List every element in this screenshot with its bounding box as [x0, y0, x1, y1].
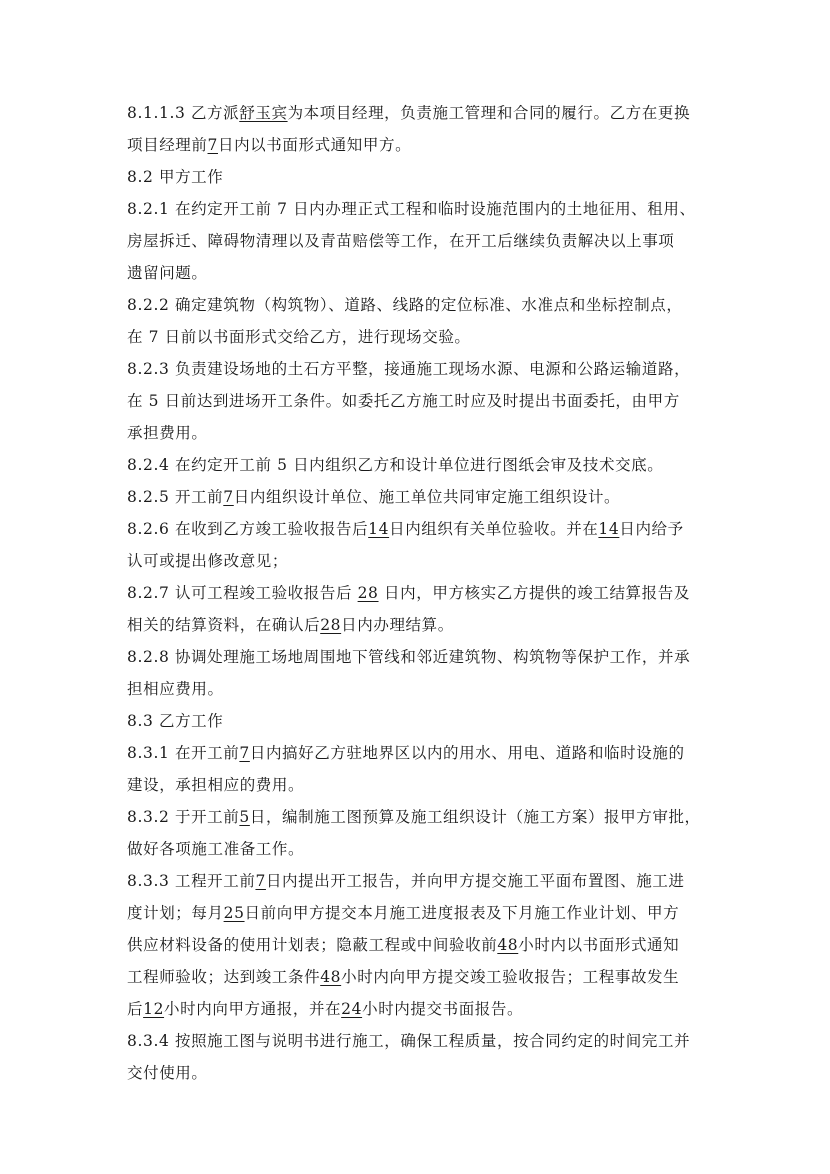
text-line — [127, 417, 719, 449]
text-segment: 度计划；每月 — [127, 904, 224, 922]
text-segment: 相关的结算资料，在确认后 — [127, 616, 321, 634]
text-segment: 日内，甲方核实乙方提供的竣工结算报告及 — [378, 584, 690, 602]
text-segment: 遗留问题。 — [127, 264, 208, 282]
text-line — [127, 481, 719, 513]
text-segment: 承担费用。 — [127, 424, 208, 442]
text-segment: 8.2.8 协调处理施工场地周围地下管线和邻近建筑物、构筑物等保护工作，并承 — [127, 648, 691, 666]
text-line — [127, 929, 719, 961]
text-segment: 8.2.1 在约定开工前 7 日内办理正式工程和临时设施范围内的土地征用、租用、 — [127, 200, 696, 218]
text-segment: 工程师验收；达到竣工条件 — [127, 968, 321, 986]
text-segment: 8.1.1.3 乙方派 — [127, 104, 240, 122]
text-segment: 8.2.2 确定建筑物（构筑物）、道路、线路的定位标准、水准点和坐标控制点， — [127, 296, 683, 314]
text-segment: 为本项目经理，负责施工管理和合同的履行。乙方在更换 — [287, 104, 691, 122]
underlined-value: 7 — [207, 136, 218, 154]
text-segment: 8.2.4 在约定开工前 5 日内组织乙方和设计单位进行图纸会审及技术交底。 — [127, 456, 664, 474]
text-line — [127, 577, 719, 609]
text-line — [127, 513, 719, 545]
text-line — [127, 289, 719, 321]
text-line — [127, 801, 719, 833]
underlined-value: 7 — [239, 744, 250, 762]
text-segment: 8.3.4 按照施工图与说明书进行施工，确保工程质量，按合同约定的时间完工并 — [127, 1032, 691, 1050]
underlined-value: 12 — [143, 1000, 165, 1018]
text-segment: 日内组织设计单位、施工单位共同审定施工组织设计。 — [233, 488, 621, 506]
underlined-value: 5 — [239, 808, 250, 826]
underlined-value: 25 — [223, 904, 245, 922]
text-segment: 在 5 日前达到进场开工条件。如委托乙方施工时应及时提出书面委托，由甲方 — [127, 392, 680, 410]
underlined-value: 48 — [320, 968, 342, 986]
text-segment: 8.3 乙方工作 — [127, 712, 224, 730]
text-segment: 8.3.1 在开工前 — [127, 744, 240, 762]
text-line — [127, 641, 719, 673]
text-segment: 房屋拆迁、障碍物清理以及青苗赔偿等工作，在开工后继续负责解决以上事项 — [127, 232, 675, 250]
underlined-value: 14 — [368, 520, 390, 538]
text-segment: 日内以书面形式通知甲方。 — [217, 136, 412, 154]
underlined-value: 7 — [223, 488, 234, 506]
text-line — [127, 705, 719, 737]
text-segment: 认可或提出修改意见； — [127, 552, 289, 570]
text-segment: 日内搞好乙方驻地界区以内的用水、用电、道路和临时设施的 — [249, 744, 685, 762]
text-segment: 供应材料设备的使用计划表；隐蔽工程或中间验收前 — [127, 936, 498, 954]
text-line — [127, 897, 719, 929]
text-line — [127, 97, 719, 129]
text-segment: 8.2 甲方工作 — [127, 168, 224, 186]
text-segment: 在 7 日前以书面形式交给乙方，进行现场交验。 — [127, 328, 471, 346]
text-segment: 小时内向甲方通报，并在 — [164, 1000, 342, 1018]
text-segment: 小时内提交书面报告。 — [362, 1000, 524, 1018]
text-segment: 小时内以书面形式通知 — [518, 936, 680, 954]
text-segment: 建设，承担相应的费用。 — [127, 776, 305, 794]
text-line — [127, 321, 719, 353]
text-segment: 日内提出开工报告，并向甲方提交施工平面布置图、施工进 — [265, 872, 685, 890]
text-line — [127, 385, 719, 417]
document-body — [127, 97, 719, 1089]
text-segment: 做好各项施工准备工作。 — [127, 840, 305, 858]
text-line — [127, 161, 719, 193]
text-line — [127, 193, 719, 225]
text-segment: 日，编制施工图预算及施工组织设计（施工方案）报甲方审批， — [249, 808, 701, 826]
text-segment: 8.3.2 于开工前 — [127, 808, 240, 826]
text-line — [127, 449, 719, 481]
text-segment: 小时内向甲方提交竣工验收报告；工程事故发生 — [341, 968, 680, 986]
text-segment: 日前向甲方提交本月施工进度报表及下月施工作业计划、甲方 — [244, 904, 680, 922]
underlined-value: 7 — [255, 872, 266, 890]
text-segment: 项目经理前 — [127, 136, 208, 154]
text-line — [127, 1025, 719, 1057]
text-line — [127, 833, 719, 865]
underlined-value: 28 — [357, 584, 379, 602]
text-segment: 8.3.3 工程开工前 — [127, 872, 256, 890]
text-segment: 日内办理结算。 — [341, 616, 454, 634]
text-line — [127, 673, 719, 705]
text-line — [127, 993, 719, 1025]
text-line — [127, 961, 719, 993]
text-line — [127, 545, 719, 577]
text-segment: 8.2.7 认可工程竣工验收报告后 — [127, 584, 358, 602]
text-segment: 日内给予 — [619, 520, 684, 538]
text-line — [127, 769, 719, 801]
underlined-value: 48 — [497, 936, 519, 954]
text-segment: 8.2.3 负责建设场地的土石方平整，接通施工现场水源、电源和公路运输道路， — [127, 360, 691, 378]
text-line — [127, 257, 719, 289]
text-segment: 8.2.6 在收到乙方竣工验收报告后 — [127, 520, 369, 538]
text-segment: 担相应费用。 — [127, 680, 224, 698]
underlined-value: 14 — [598, 520, 620, 538]
text-line — [127, 353, 719, 385]
underlined-value: 28 — [320, 616, 342, 634]
text-line — [127, 737, 719, 769]
text-segment: 8.2.5 开工前 — [127, 488, 224, 506]
underlined-value: 舒玉宾 — [239, 104, 288, 122]
text-line — [127, 609, 719, 641]
text-line — [127, 225, 719, 257]
text-line — [127, 129, 719, 161]
text-segment: 日内组织有关单位验收。并在 — [389, 520, 599, 538]
text-segment: 后 — [127, 1000, 144, 1018]
underlined-value: 24 — [341, 1000, 363, 1018]
text-line — [127, 1057, 719, 1089]
text-segment: 交付使用。 — [127, 1064, 208, 1082]
text-line — [127, 865, 719, 897]
